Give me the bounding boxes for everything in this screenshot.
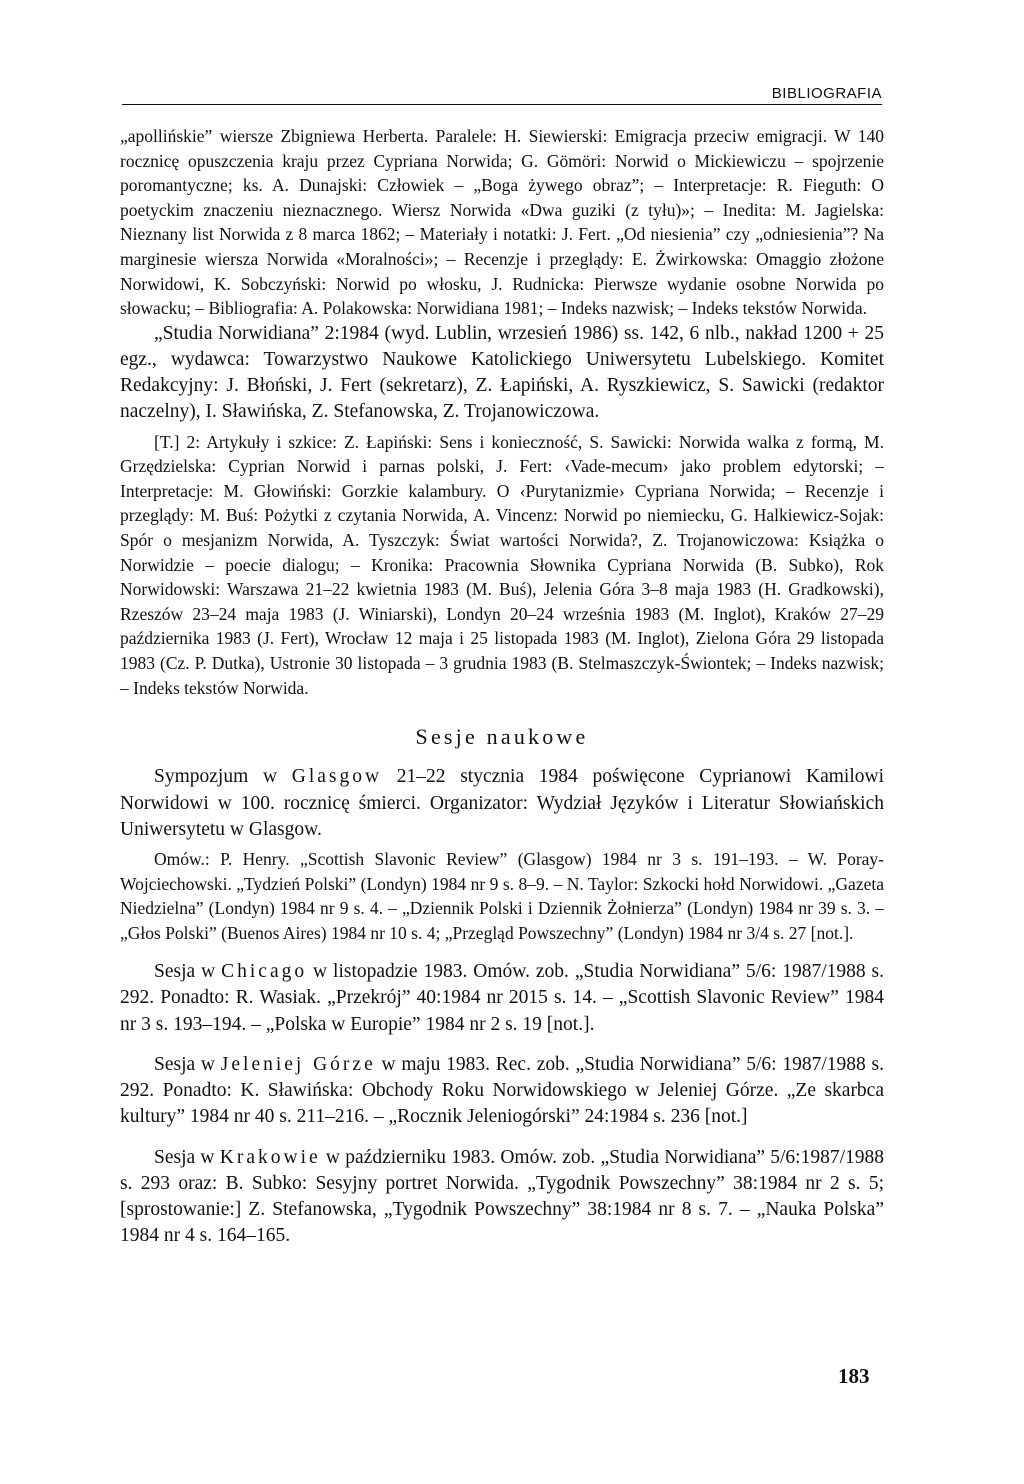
krakow-post: w październiku 1983. Omów. zob. „Studia Norwidiana” 5/6:1987/1988 s. 293 oraz: B. Subko: Sesyjny portret Norwida. „Tygodnik Powszechny” 38:1984 nr 2 s. 5; [sprostowanie:] Z. Stefanowska, „Tygodnik Powszechny” 38:1984 nr 8 s. 7. – „Nauka Polska” 1984 nr 4 s. 164–165. <box>120 1146 885 1247</box>
glasgow-post: 21–22 stycznia 1984 poświęcone Cyprianowi Kamilowi Norwidowi w 100. rocznicę śmierci. Organizator: Wydział Języków i Literatur Słowiańskich Uniwersytetu w Glasgow. <box>120 766 884 840</box>
studia-contents-text: [T.] 2: Artykuły i szkice: Z. Łapiński: Sens i konieczność, S. Sawicki: Norwida walka z formą, M. Grzędzielska: Cyprian Norwid i parnas polski, J. Fert: ‹Vade-mecum› jako problem edytorski; – Interpretacje: M. Głowiński: Gorzkie kalambury. O ‹Purytanizmie› Cypriana Norwida; – Recenzje i przeglądy: M. Buś: Pożytki z czytania Norwida, A. Vincenz: Norwid po niemiecku, G. Halkiewicz-Sojak: Spór o mesjanizm Norwida, A. Tyszczyk: Świat wartości Norwida?, Z. Trojanowiczowa: Książka o Norwidzie – poecie dialogu; – Kronika: Pracownia Słownika Cypriana Norwida (B. Subko), Rok Norwidowski: Warszawa 21–22 kwietnia 1983 (M. Buś), Jelenia Góra 3–8 maja 1983 (H. Gradkowski), Rzeszów 23–24 maja 1983 (J. Winiarski), Londyn 20–24 września 1983 (M. Inglot), Kraków 27–29 października 1983 (J. Fert), Wrocław 12 maja i 25 listopada 1983 (M. Inglot), Zielona Góra 29 listopada 1983 (Cz. P. Dutka), Ustronie 30 listopada – 3 grudnia 1983 (B. Stelmaszczyk-Świontek; – Indeks nazwisk; – Indeks tekstów Norwida. <box>120 431 884 698</box>
page-number: 183 <box>838 1364 870 1388</box>
jelenia-pre: Sesja w <box>154 1053 216 1075</box>
glasgow-reviews <box>120 847 884 945</box>
chicago-entry <box>120 959 884 1038</box>
jelenia-post: w maju 1983. Rec. zob. „Studia Norwidiana” 5/6: 1987/1988 s. 292. Ponadto: K. Sławińska: Obchody Roku Norwidowskiego w Jeleniej Górze. „Ze skarbca kultury” 1984 nr 40 s. 211–216. – „Rocznik Jeleniogórski” 24:1984 s. 236 [not.] <box>120 1053 884 1128</box>
chicago-post: w listopadzie 1983. Omów. zob. „Studia Norwidiana” 5/6: 1987/1988 s. 292. Ponadto: R. Wasiak. „Przekrój” 40:1984 nr 2015 s. 14. – „Scottish Slavonic Review” 1984 nr 3 s. 193–194. – „Polska w Europie” 1984 nr 2 s. 19 [not.]. <box>120 961 885 1035</box>
jelenia-place: Jeleniej Górze <box>220 1053 376 1075</box>
running-header <box>122 84 882 105</box>
krakow-entry <box>120 1145 884 1250</box>
section-title: Sesje naukowe <box>415 724 589 750</box>
jelenia-entry <box>120 1052 884 1131</box>
krakow-place: Krakowie <box>219 1146 321 1168</box>
chicago-place: Chicago <box>221 961 308 983</box>
continuation-paragraph: „apollińskie” wiersze Zbigniewa Herberta. Paralele: H. Siewierski: Emigracja przeciw emigracji. W 140 rocznicę opuszczenia kraju przez Cypriana Norwida; G. Gömöri: Norwid o Mickiewiczu – spojrzenie poromantyczne; ks. A. Dunajski: Człowiek – „Boga żywego obraz”; – Interpretacje: R. Fieguth: O poetyckim znaczeniu nieznacznego. Wiersz Norwida «Dwa guziki (z tyłu)»; – Inedita: M. Jagielska: Nieznany list Norwida z 8 marca 1862; – Materiały i notatki: J. Fert. „Od niesienia” czy „odniesienia”? Na marginesie wiersza Norwida «Moralności»; – Recenzje i przeglądy: E. Żwirkowska: Omaggio złożone Norwidowi, K. Sobczyński: Norwid po włosku, J. Rudnicka: Pierwsze wydanie osobne Norwida po słowacku; – Bibliografia: A. Polakowska: Norwidiana 1981; – Indeks nazwisk; – Indeks tekstów Norwida. <box>120 126 884 319</box>
glasgow-reviews-text: Omów.: P. Henry. „Scottish Slavonic Review” (Glasgow) 1984 nr 3 s. 191–193. – W. Poray-Wojciechowski. „Tydzień Polski” (Londyn) 1984 nr 9 s. 8–9. – N. Taylor: Szkocki hołd Norwidowi. „Gazeta Niedzielna” (Londyn) 1984 nr 9 s. 4. – „Dziennik Polski i Dziennik Żołnierza” (Londyn) 1984 nr 39 s. 3. – „Głos Polski” (Buenos Aires) 1984 nr 10 s. 4; „Przegląd Powszechny” (Londyn) 1984 nr 3/4 s. 27 [not.]. <box>120 848 884 943</box>
page-body <box>120 124 884 1249</box>
chicago-pre: Sesja w <box>154 961 216 983</box>
studia-contents <box>120 430 884 701</box>
glasgow-place: Glasgow <box>291 766 383 788</box>
krakow-pre: Sesja w <box>154 1146 215 1168</box>
glasgow-entry <box>120 764 884 843</box>
glasgow-pre: Sympozjum w <box>154 766 278 788</box>
studia-entry <box>120 321 884 426</box>
header-title: BIBLIOGRAFIA <box>764 85 882 102</box>
studia-entry-text: „Studia Norwidiana” 2:1984 (wyd. Lublin, wrzesień 1986) ss. 142, 6 nlb., nakład 1200 + 25 egz., wydawca: Towarzystwo Naukowe Katolickiego Uniwersytetu Lubelskiego. Komitet Redakcyjny: J. Błoński, J. Fert (sekretarz), Z. Łapiński, A. Ryszkiewicz, S. Sawicki (redaktor naczelny), I. Sławińska, Z. Stefanowska, Z. Trojanowiczowa. <box>120 322 884 423</box>
